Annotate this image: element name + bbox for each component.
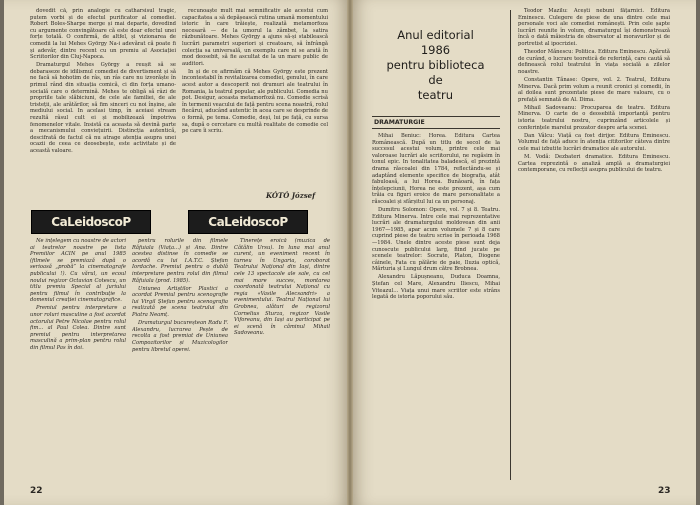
page-number-left: 22 [30, 486, 43, 496]
paragraph: Premiul pentru interpretare a unor roluri masculine a fost acordat actorului Petre Nicolae pentru rolul fim... al Paul Colea. Dintre sunt premiul pentru interpretarea masculină a prim-plan pentru rolul din filmul Pas în doi. [30, 305, 126, 351]
news-col-2 [132, 238, 228, 478]
section-rule [372, 116, 500, 117]
right-article-col-2 [518, 8, 670, 480]
paragraph: Teodor Mazilu: Acești nebuni fățarnici. Editura Eminescu. Culegere de piese de una dintre cele mai personale voci ale comediei românești. Prin cele șapte lucrări reunite în volum, dramaturgul își demonstrează încă o dată măiestria de observator al moravurilor și de portretist al ipocriziei. [518, 8, 670, 47]
news-col-3 [234, 238, 330, 478]
title-line: de [428, 73, 443, 87]
section-rule [372, 128, 500, 129]
paragraph: Mihai Beniuc: Horea. Editura Cartea Românească. După un titlu de secol de la succesul acestui volum, printre cele mai valoroase lucrări ale scriitorului, ne regăsim în tonul epic. In tonalitatea baladescă, el prezintă drama răscoalei din 1784, reflectându-se și adaptând elemente specifice de biografia, atât fabuloasă, a lui Horea. Bunăoară, în fața înțelepciunii, Horea ne este prezent, așa cum trăia cu figuri eroice de mare personalitate a răscoalei și sfârșitul lui ca un personaj. [372, 133, 500, 205]
column-divider [510, 10, 511, 480]
author-signature: KÓTÓ József [266, 191, 316, 200]
paragraph: pentru rolurile din filmele Răfuiala (Viața...) și Ana. Dintre acestea distinse în comedie se acordă cu lui I.A.T.C. Ștefan Iordache. Premiul pentru o dublă interpretare pentru rolul din filmul Răfuiala (prod. 1985). [132, 238, 228, 284]
caleidoscop-logo-left [31, 210, 151, 234]
paragraph: M. Vodă: Dezbateri dramatice. Editura Eminescu. Cartea reprezintă o analiză amplă a dramaturgiei contemporane, cu reflecții asupra publicului de teatru. [518, 153, 670, 174]
paragraph: Ne înțelegem cu noastre de actori ai teatrelor noastre pe lista Premiilor ACIN pe anul 1985 (filmele se premiază după o serioasă „probă” la cinematografe publicului !). Cu vărul, un ecoul noului regizor Octavian Cotescu, un titlu premiu Special al juriului pentru filmul în contribuție la domeniul creației cinematografice. [30, 238, 126, 304]
section-heading: DRAMATURGIE [374, 119, 425, 126]
paragraph: Dramaturgul Mehes György a reușit să se debaraseze de idilismul comediei de divertisment și să ne facă să hohotim de râs, un râs care nu izvorăște în primul rând din situația comică, ci din forța umano-socială care o determină. Mehes te obligă să râzi de propriile tale slăbiciuni, de cele ale familiei, de ale tristeții, ale arătărilor, să fim sinceri cu noi înșine, ale mediului social. In acelasi timp, în aceiasi stream rezultă râsul cult ei și mobilizează împotriva fenomenelor vitale. Insistă ca aceasta să devină parte a mecanismului conviețuirii. Distincția autentică, descifrată de factul că nu atrage atenția asupra unei ocazii de ceea ce deosebește, este activitate și de această valoare. [30, 62, 176, 154]
title-line: pentru biblioteca [386, 58, 485, 72]
article-title [372, 28, 499, 103]
book-gutter [347, 0, 353, 505]
paragraph: Mihail Sadoveanu: Procuparea de teatru. Editura Minerva. O carte de o deosebită importanță pentru istoria teatrului nostru, cuprinzând articolele și conferințele marelui prozator despre arta scenei. [518, 104, 670, 131]
title-line: teatru [417, 88, 454, 102]
caleidoscop-logo-right [188, 210, 308, 234]
news-col-1 [30, 238, 126, 478]
paragraph: Theodor Mănescu: Politica. Editura Eminescu. Apărută de curând, o lucrare teoretică de referință, care caută să definească rolul teatrului în viața socială a zilelor noastre. [518, 49, 670, 75]
paragraph: dovedit că, prin analogie cu catharsisul tragic, putem vorbi și de efectul purificator al comediei. Robert Boles-Sharpe merge și mai departe, dovedind cu argumente convingătoare că este doar efectul unei forțe totală. O confirmă, de altfel, și vizionarea de comedii la lui Mehes György Na-i adevărat că poate fi și adevăr, dintre recent cu un premiu al Asociației Scriitorilor din Cluj-Napoca. [30, 8, 176, 61]
right-article-col-1 [372, 133, 500, 478]
paragraph: Dumitru Solomon: Opere, vol. 7 și 8. Teatru. Editura Minerva. Intre cele mai reprezentative lucrări ale dramaturgului moldovean din anii 1967—1985, apar acum volumele 7 și 8 care cuprind piese de teatru scrise în perioada 1968—1984. Unele dintre aceste piese sunt deja cunoscute publicului larg, fiind jucate pe scenele teatrelor: Socrate, Platon, Diogene câinele, Fata cu pălărie de paie, Iluzia optică, Mărturia și Lungul drum către Brobnea. [372, 207, 500, 273]
paragraph: Dramaturgul bucureștean Radu F. Alexandru, lucrarea Pește de recolta a fost premiat de Uniunea Compozitorilor și Muzicologilor pentru libretul operei. [132, 320, 228, 353]
left-page [4, 0, 350, 505]
title-line: Anul editorial [397, 28, 474, 42]
logo-text: CaLeidoscoP [208, 215, 288, 229]
paragraph: Dan Vâlcu: Viață ca fost dirijor. Editura Eminescu. Volumul de față aduce în atenția cititorilor câteva dintre cele mai izbutite lucrări dramatice ale autorului. [518, 132, 670, 152]
paragraph: Tinerețe eroică (muzica de Cătălin Ursu). In luna mai anul curent, un eveniment recent în turneu în Ungaria, coroborat Teatrului Național din Iași, dintre cele 13 spectacole ale sale, cu cel mai mare succes, montarea coordonată teatrului Național cu regia «Vasile Alecsandri» a evenimentului. Teatrul Național lui Grobnea, alături de regizorul Cornelius Sturza, regizor Vasile Viforeanu, din Iași au participat pe ei scenă în căminul Mihail Sadoveanu. [234, 238, 330, 337]
right-page [350, 0, 696, 505]
title-line: 1986 [420, 43, 451, 57]
paragraph: recunoaște mult mai semnificativ ale acestui cum capacitatea a să depășească rutina umană momentului istoric în care trăiește, realizată metamorfoza necesară — de la umorul la zâmbet, la satira răzbunătoare. Mehes György a ajuns să-și stabilească lucrări parametri superiori și creatoare, să înfrângă colecția sa universală, un exemplu care ni se arată în mod deosebit, să fie ascultat de la un mare public de auditori. [182, 8, 328, 67]
logo-text: CaLeidoscoP [51, 215, 131, 229]
paragraph: Alexandru Lăpușneanu, Duduca Doamna, Ștefan cel Mare, Alexandru Iliescu, Mihai Viteazul... Viața unui mare scriitor este strâns legată de istoria poporului său. [372, 274, 500, 301]
paragraph: Uniunea Artiștilor Plastici a acordat Premiul pentru scenografie lui Virgil Ștefan pentru scenografia realizată pe scena teatrului din Piatra Neamț. [132, 285, 228, 319]
page-number-right: 23 [658, 486, 671, 496]
left-article-col-2 [182, 8, 328, 190]
paragraph: Constantin Tănase: Opere, vol. 2. Teatrul, Editura Minerva. Dacă prim volum a reunit cronici și comedii, în al doilea sunt prezentate piese de mare valoare, cu o prefață semnată de Al. Dima. [518, 76, 670, 103]
book-spread [4, 0, 696, 505]
left-article-col-1 [30, 8, 176, 194]
paragraph: In și de ce afirmăm că Mehes György este prezent incontestabil în revitalizarea comediei, genului, în care acest autor a descoperit noi drumuri ale teatrului în Romania, la teatrul popular, ale publicului. Comedia nu pot. Desigur, aceasta metamorfoză nu. Comedie scrisă în termenii veacului de față pentru scena noastră, rolul fiecărui, aducând autentic în acea care se desprinde de o formă, pe tema. Comedie, deși, lui pe față, cu sursa sa, după o cercetare cu multă realitate de comedie cel pe care îi scriu. [182, 68, 328, 135]
